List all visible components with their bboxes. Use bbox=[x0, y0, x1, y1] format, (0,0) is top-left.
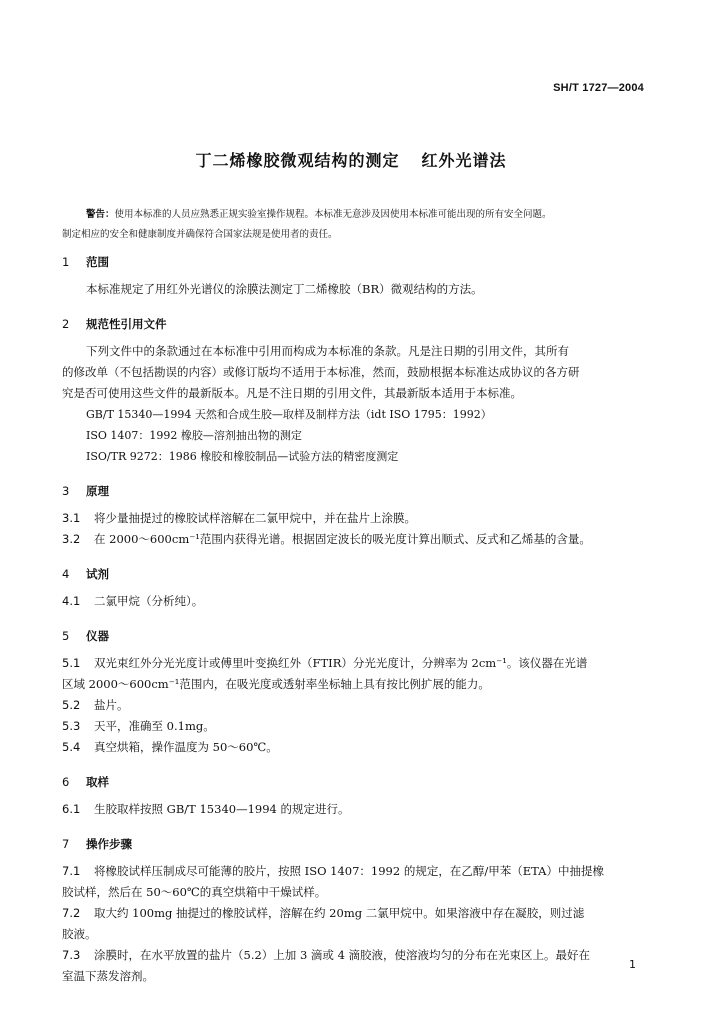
warning-line-2: 制定相应的安全和健康制度并确保符合国家法规是使用者的责任。 bbox=[62, 229, 338, 240]
section-number: 2 bbox=[62, 317, 70, 331]
clause-text: 将橡胶试样压制成尽可能薄的胶片，按照 ISO 1407：1992 的规定，在乙醇/甲苯（ETA）中抽提橡 bbox=[94, 864, 604, 878]
clause-text: 将少量抽提过的橡胶试样溶解在二氯甲烷中，并在盐片上涂膜。 bbox=[94, 511, 416, 525]
clause-number: 5.3 bbox=[62, 719, 81, 733]
clause-number: 5.4 bbox=[62, 740, 81, 754]
section-heading-7 bbox=[62, 834, 652, 855]
section-title: 原理 bbox=[86, 484, 109, 498]
clause-number: 3.1 bbox=[62, 511, 81, 525]
clause-text: 双光束红外分光光度计或傅里叶变换红外（FTIR）分光光度计，分辨率为 2cm⁻¹。该仪器在光谱 bbox=[94, 656, 588, 670]
normative-para-line-1: 下列文件中的条款通过在本标准中引用而构成为本标准的条款。凡是注日期的引用文件，其所有 bbox=[86, 344, 569, 358]
clause-number: 7.1 bbox=[62, 864, 81, 878]
clause-7-2-continued: 胶液。 bbox=[62, 927, 97, 941]
clause-number: 7.3 bbox=[62, 948, 81, 962]
section-title: 仪器 bbox=[86, 629, 109, 643]
reference-iso-1407: ISO 1407：1992 橡胶—溶剂抽出物的测定 bbox=[86, 429, 302, 442]
section-heading-3 bbox=[62, 481, 652, 502]
clause-text: 涂膜时，在水平放置的盐片（5.2）上加 3 滴或 4 滴胶液，使溶液均匀的分布在光束区上。最好在 bbox=[94, 948, 591, 962]
document-title bbox=[0, 148, 702, 171]
section-heading-4 bbox=[62, 564, 652, 585]
clause-number: 5.1 bbox=[62, 656, 81, 670]
clause-number: 7.2 bbox=[62, 906, 81, 920]
clause-5-3 bbox=[62, 716, 652, 737]
reference-iso-tr-9272: ISO/TR 9272：1986 橡胶和橡胶制品—试验方法的精密度测定 bbox=[86, 450, 399, 463]
section-title: 规范性引用文件 bbox=[86, 317, 167, 331]
reference-gb-t-15340: GB/T 15340—1994 天然和合成生胶—取样及制样方法（idt ISO 1795：1992） bbox=[86, 408, 492, 421]
clause-5-1-continued: 区域 2000～600cm⁻¹范围内，在吸光度或透射率坐标轴上具有按比例扩展的能力。 bbox=[62, 677, 490, 691]
clause-number: 3.2 bbox=[62, 532, 81, 546]
clause-number: 5.2 bbox=[62, 698, 81, 712]
clause-text: 在 2000～600cm⁻¹范围内获得光谱。根据固定波长的吸光度计算出顺式、反式和乙烯基的含量。 bbox=[94, 532, 591, 546]
normative-para-line-3: 究是否可使用这些文件的最新版本。凡是不注日期的引用文件，其最新版本适用于本标准。 bbox=[62, 386, 522, 400]
title-part-1: 丁二烯橡胶微观结构的测定 bbox=[195, 151, 400, 170]
section-title: 试剂 bbox=[86, 567, 109, 581]
scope-paragraph: 本标准规定了用红外光谱仪的涂膜法测定丁二烯橡胶（BR）微观结构的方法。 bbox=[86, 282, 483, 296]
section-heading-6 bbox=[62, 772, 652, 793]
section-number: 6 bbox=[62, 775, 70, 789]
section-number: 7 bbox=[62, 837, 70, 851]
section-number: 3 bbox=[62, 484, 70, 498]
clause-7-2 bbox=[62, 903, 652, 924]
clause-7-3-continued: 室温下蒸发溶剂。 bbox=[62, 969, 154, 983]
section-heading-2 bbox=[62, 314, 652, 335]
section-heading-5 bbox=[62, 626, 652, 647]
clause-text: 盐片。 bbox=[94, 698, 129, 712]
clause-5-1 bbox=[62, 653, 652, 674]
clause-7-1 bbox=[62, 861, 652, 882]
warning-line-1 bbox=[62, 205, 652, 225]
clause-3-2 bbox=[62, 529, 652, 550]
clause-4-1 bbox=[62, 591, 652, 612]
section-number: 1 bbox=[62, 255, 70, 269]
section-title: 操作步骤 bbox=[86, 837, 132, 851]
clause-5-2 bbox=[62, 695, 652, 716]
clause-number: 6.1 bbox=[62, 802, 81, 816]
normative-para-line-2: 的修改单（不包括勘误的内容）或修订版均不适用于本标准，然而，鼓励根据本标准达成协议的各方研 bbox=[62, 365, 580, 379]
clause-7-1-continued: 胶试样，然后在 50～60℃的真空烘箱中干燥试样。 bbox=[62, 885, 327, 899]
clause-text: 生胶取样按照 GB/T 15340—1994 的规定进行。 bbox=[94, 802, 350, 816]
clause-number: 4.1 bbox=[62, 594, 81, 608]
clause-text: 天平，准确至 0.1mg。 bbox=[94, 719, 215, 733]
warning-label: 警告： bbox=[86, 209, 115, 220]
title-part-2: 红外光谱法 bbox=[421, 151, 507, 170]
section-title: 范围 bbox=[86, 255, 109, 269]
clause-text: 取大约 100mg 抽提过的橡胶试样，溶解在约 20mg 二氯甲烷中。如果溶液中存在凝胶，则过滤 bbox=[94, 906, 585, 920]
section-heading-1 bbox=[62, 252, 652, 273]
section-title: 取样 bbox=[86, 775, 109, 789]
page-number: 1 bbox=[629, 958, 636, 971]
standard-code: SH/T 1727—2004 bbox=[553, 82, 644, 94]
clause-5-4 bbox=[62, 737, 652, 758]
warning-block bbox=[62, 205, 652, 245]
clause-text: 二氯甲烷（分析纯）。 bbox=[94, 594, 204, 608]
document-body bbox=[62, 252, 652, 987]
clause-7-3 bbox=[62, 945, 652, 966]
section-number: 4 bbox=[62, 567, 70, 581]
clause-3-1 bbox=[62, 508, 652, 529]
warning-text-1: 使用本标准的人员应熟悉正规实验室操作规程。本标准无意涉及因使用本标准可能出现的所有安全问题。 bbox=[114, 209, 552, 220]
clause-text: 真空烘箱，操作温度为 50～60℃。 bbox=[94, 740, 278, 754]
section-number: 5 bbox=[62, 629, 70, 643]
clause-6-1 bbox=[62, 799, 652, 820]
